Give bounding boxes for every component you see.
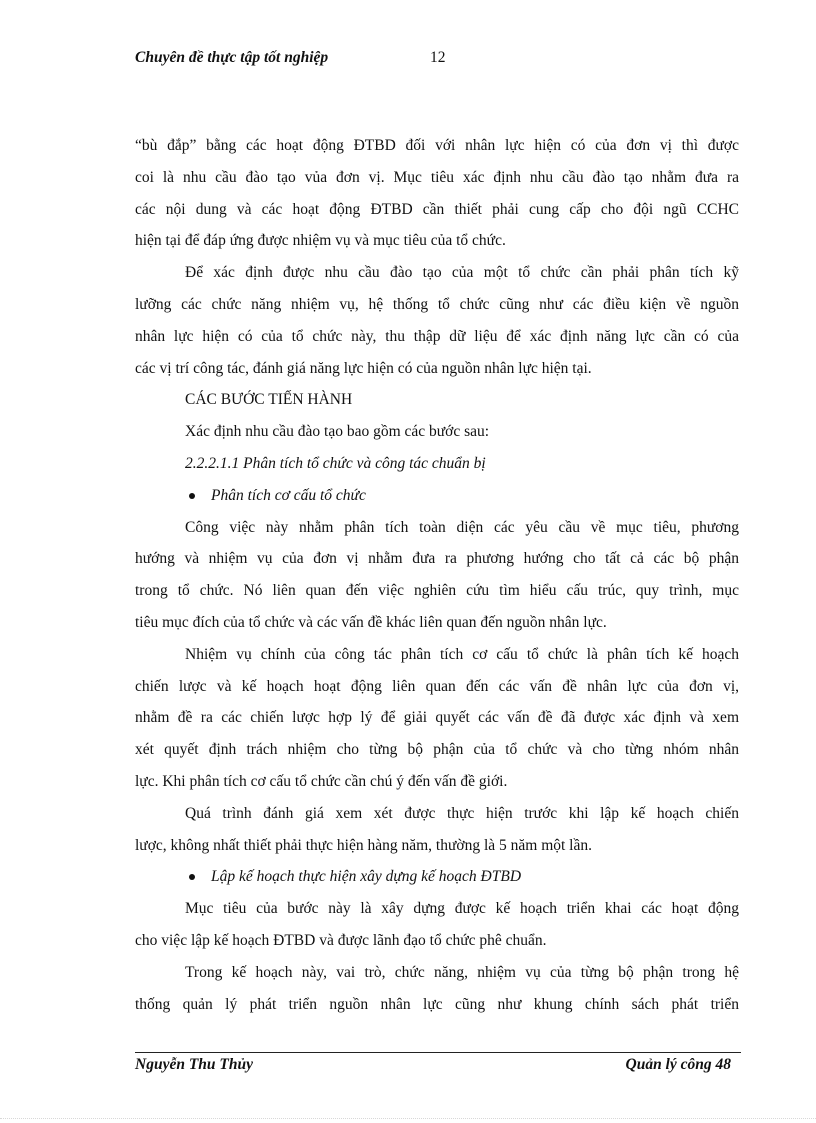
text-line: lực. Khi phân tích cơ cấu tổ chức cần chú ý đến vấn đề giới. (135, 772, 508, 790)
text-line: các nội dung và các hoạt động ĐTBD cần thiết phải cung cấp cho đội ngũ CCHC (135, 200, 739, 218)
text-line: cho việc lập kế hoạch ĐTBD và được lãnh đạo tổ chức phê chuẩn. (135, 931, 547, 949)
page-edge-divider (0, 1118, 816, 1119)
text-line: các vị trí công tác, đánh giá năng lực hiện có của nguồn nhân lực hiện tại. (135, 359, 592, 377)
subsection-heading: 2.2.2.1.1 Phân tích tổ chức và công tác chuẩn bị (185, 454, 486, 472)
text-line: lưỡng các chức năng nhiệm vụ, hệ thống tổ chức cũng như các điều kiện về nguồn (135, 295, 739, 313)
text-line: chiến lược và kế hoạch hoạt động liên quan đến các vấn đề nhân lực của đơn vị, (135, 677, 739, 695)
text-line: Trong kế hoạch này, vai trò, chức năng, nhiệm vụ của từng bộ phận trong hệ (185, 963, 739, 981)
text-line: tiêu mục đích của tổ chức và các vấn đề khác liên quan đến nguồn nhân lực. (135, 613, 607, 631)
class-name: Quản lý công 48 (625, 1056, 731, 1073)
text-line: lược, không nhất thiết phải thực hiện hàng năm, thường là 5 năm một lần. (135, 836, 592, 854)
page-footer (135, 1056, 731, 1078)
author-name: Nguyễn Thu Thủy (135, 1056, 253, 1073)
page-number: 12 (430, 49, 446, 66)
text-line: Nhiệm vụ chính của công tác phân tích cơ cấu tổ chức là phân tích kế hoạch (185, 645, 739, 663)
body-text (135, 130, 739, 1020)
text-line: xét quyết định trách nhiệm cho từng bộ phận của tổ chức và cho từng nhóm nhân (135, 741, 739, 759)
text-line: nhân lực hiện có của tổ chức này, thu thập dữ liệu để xác định năng lực cần có của (135, 327, 739, 345)
bullet-icon (189, 874, 195, 880)
footer-divider (135, 1052, 741, 1053)
section-heading: CÁC BƯỚC TIẾN HÀNH (185, 391, 353, 409)
bullet-item (135, 861, 739, 893)
text-line: thống quản lý phát triển nguồn nhân lực cũng như khung chính sách phát triển (135, 995, 739, 1013)
text-line: trong tổ chức. Nó liên quan đến việc nghiên cứu tìm hiểu cấu trúc, quy trình, mục (135, 582, 739, 600)
document-title: Chuyên đề thực tập tốt nghiệp (135, 49, 329, 66)
text-line: hiện tại để đáp ứng được nhiệm vụ và mục tiêu của tổ chức. (135, 232, 506, 250)
text-line: Mục tiêu của bước này là xây dựng được kế hoạch triển khai các hoạt động (185, 900, 739, 918)
bullet-text: Lập kế hoạch thực hiện xây dựng kế hoạch ĐTBD (211, 868, 522, 886)
text-line: Quá trình đánh giá xem xét được thực hiện trước khi lập kế hoạch chiến (185, 804, 739, 822)
bullet-item (135, 480, 739, 512)
bullet-icon (189, 493, 195, 499)
text-line: Xác định nhu cầu đào tạo bao gồm các bước sau: (185, 423, 490, 441)
text-line: hướng và nhiệm vụ của đơn vị nhằm đưa ra phương hướng cho tất cả các bộ phận (135, 550, 739, 568)
text-line: “bù đắp” bằng các hoạt động ĐTBD đối với nhân lực hiện có của đơn vị thì được (135, 137, 739, 154)
text-line: coi là nhu cầu đào tạo vủa đơn vị. Mục tiêu xác định nhu cầu đào tạo nhằm đưa ra (135, 168, 739, 186)
page-header (135, 49, 745, 71)
bullet-text: Phân tích cơ cấu tổ chức (211, 486, 366, 504)
text-line: Để xác định được nhu cầu đào tạo của một tổ chức cần phải phân tích kỹ (185, 264, 739, 282)
text-line: Công việc này nhằm phân tích toàn diện các yêu cầu về mục tiêu, phương (185, 518, 739, 536)
text-line: nhằm đề ra các chiến lược hợp lý để giải quyết các vấn đề đã được xác định và xem (135, 709, 739, 727)
